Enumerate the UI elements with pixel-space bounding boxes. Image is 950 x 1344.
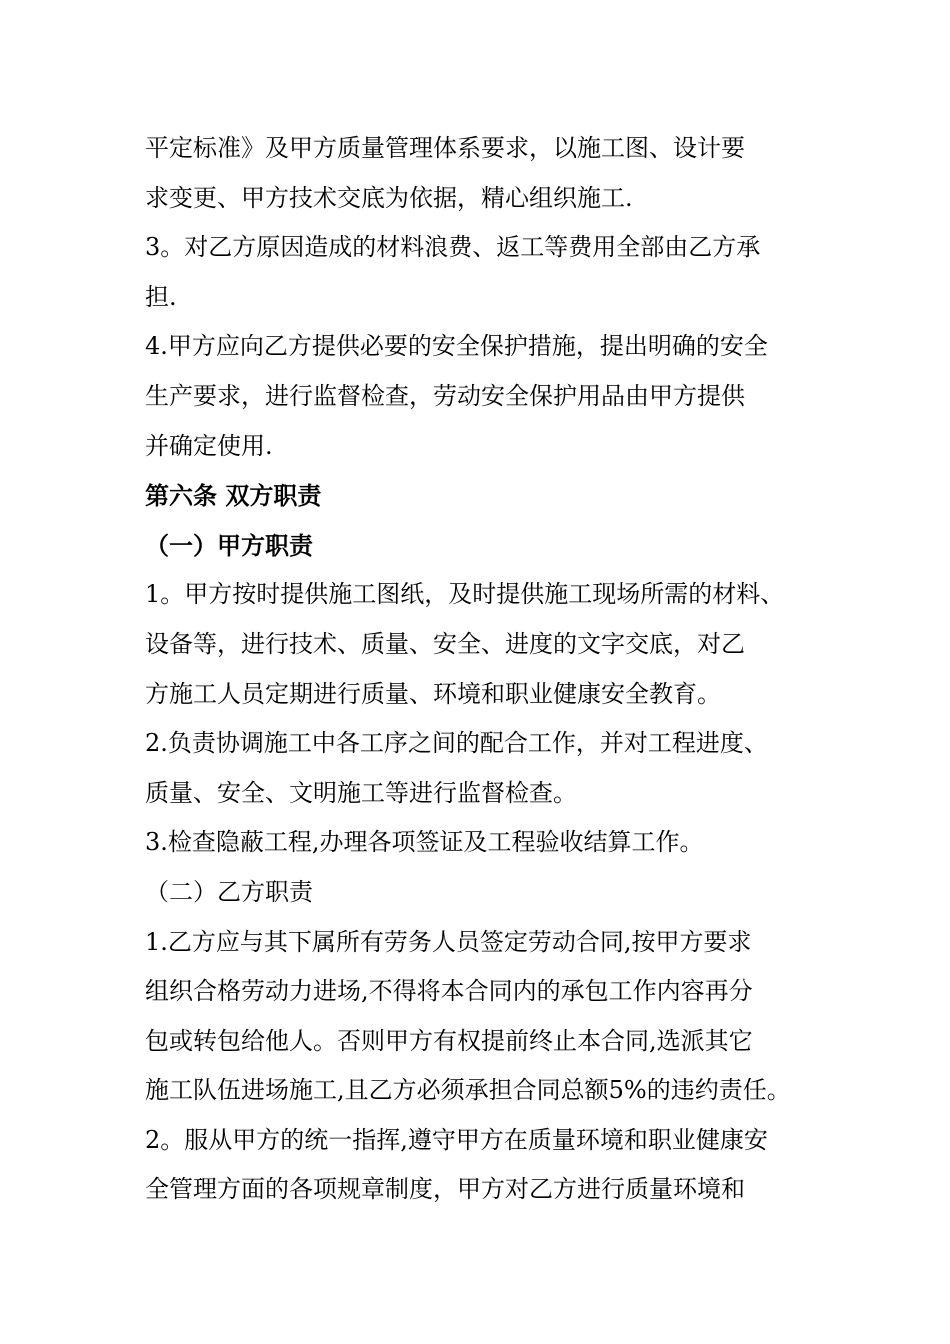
- paragraph-item-4: [145, 322, 817, 471]
- party-b-duties-heading: [145, 868, 817, 918]
- text-line: 设备等，进行技术、质量、安全、进度的文字交底，对乙: [145, 629, 745, 658]
- paragraph-item-3: [145, 223, 817, 322]
- text-line: 4.甲方应向乙方提供必要的安全保护措施，提出明确的安全: [145, 332, 768, 361]
- heading-text: （二）乙方职责: [145, 877, 313, 906]
- party-b-item-1: [145, 918, 817, 1116]
- text-line: 2。服从甲方的统一指挥,遵守甲方在质量环境和职业健康安: [145, 1125, 768, 1154]
- text-line: 质量、安全、文明施工等进行监督检查。: [145, 778, 577, 807]
- text-line: 3.检查隐蔽工程,办理各项签证及工程验收结算工作。: [145, 828, 704, 857]
- text-line: 1。甲方按时提供施工图纸，及时提供施工现场所需的材料、: [145, 580, 785, 609]
- text-line: 包或转包给他人。否则甲方有权提前终止本合同,选派其它: [145, 1026, 753, 1055]
- text-line: 方施工人员定期进行质量、环境和职业健康安全教育。: [145, 679, 721, 708]
- party-a-item-2: [145, 719, 817, 818]
- party-b-item-2: [145, 1116, 817, 1215]
- text-line: 生产要求，进行监督检查，劳动安全保护用品由甲方提供: [145, 381, 745, 410]
- paragraph-continued: [145, 124, 817, 223]
- text-line: 1.乙方应与其下属所有劳务人员签定劳动合同,按甲方要求: [145, 927, 752, 956]
- text-line: 平定标准》及甲方质量管理体系要求，以施工图、设计要: [145, 134, 745, 162]
- party-a-item-3: [145, 818, 817, 868]
- party-a-duties-heading: [145, 521, 817, 571]
- text-line: 3。对乙方原因造成的材料浪费、返工等费用全部由乙方承: [145, 233, 761, 262]
- heading-text: 第六条 双方职责: [145, 481, 322, 511]
- text-line: 担.: [145, 282, 177, 311]
- document-body: [145, 124, 817, 1215]
- text-line: 全管理方面的各项规章制度，甲方对乙方进行质量环境和: [145, 1175, 745, 1204]
- article-6-heading: [145, 471, 817, 521]
- text-line: 施工队伍进场施工,且乙方必须承担合同总额5%的违约责任。: [145, 1076, 791, 1105]
- text-line: 并确定使用.: [145, 431, 273, 460]
- text-line: 2.负责协调施工中各工序之间的配合工作，并对工程进度、: [145, 729, 768, 758]
- text-line: 求变更、甲方技术交底为依据，精心组织施工.: [145, 183, 633, 212]
- party-a-item-1: [145, 570, 817, 719]
- text-line: 组织合格劳动力进场,不得将本合同内的承包工作内容再分: [145, 977, 753, 1006]
- heading-text: （一）甲方职责: [145, 530, 313, 560]
